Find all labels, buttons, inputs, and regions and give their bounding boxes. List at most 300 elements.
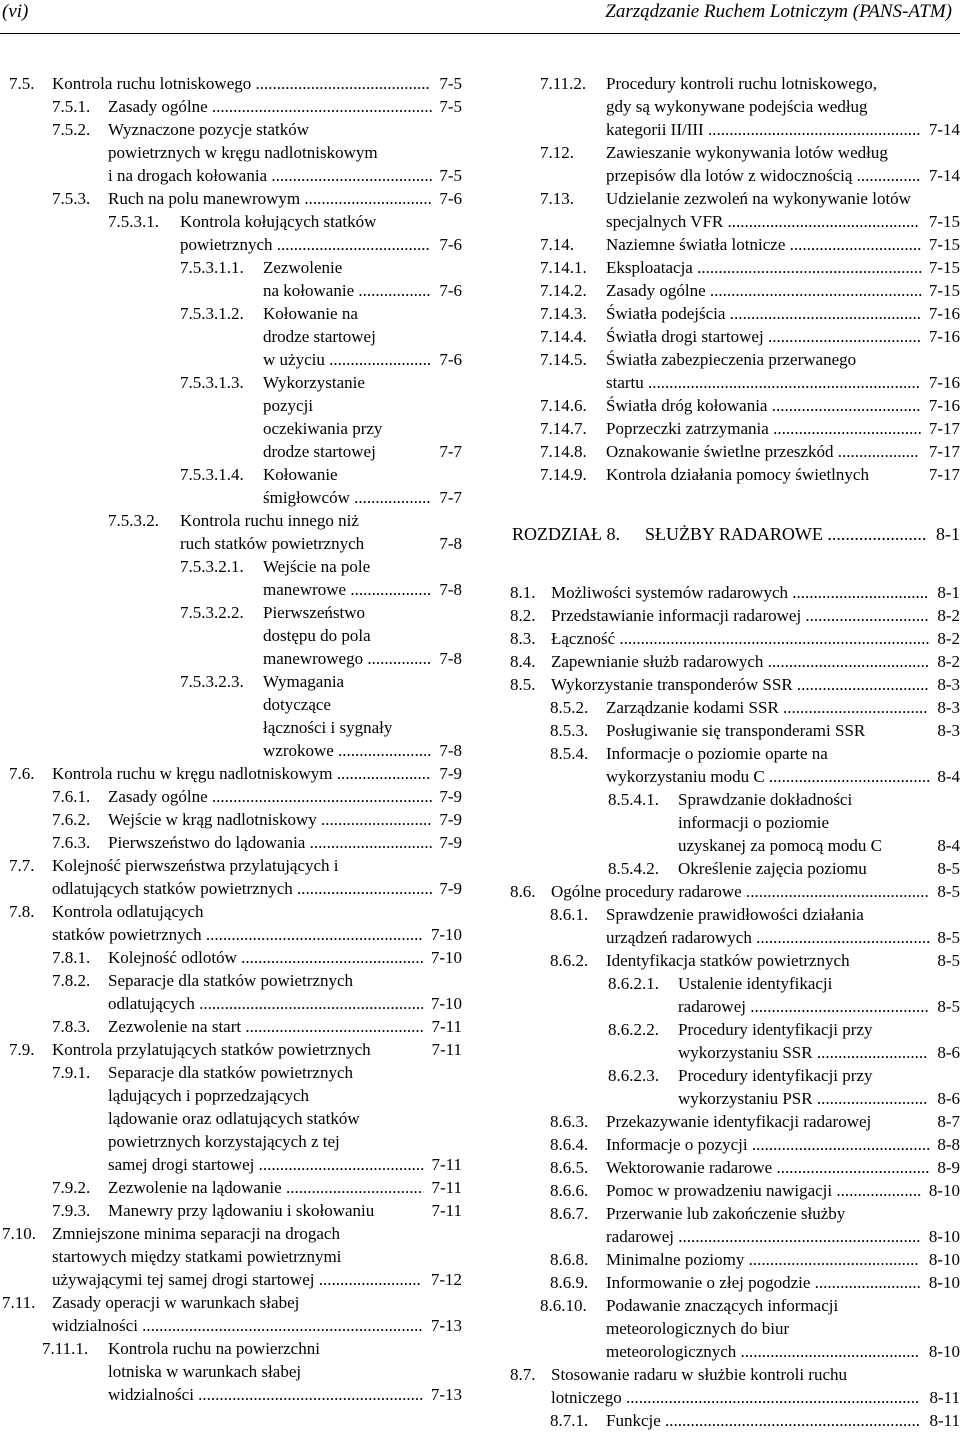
toc-entry-line xyxy=(507,141,960,164)
section-title: używającymi tej samej drogi startowej ........................ xyxy=(52,1270,421,1289)
section-title: manewrowe ................... xyxy=(263,580,432,599)
section-title: Możliwości systemów radarowych ................................ xyxy=(551,583,929,602)
page-reference: 8-10 xyxy=(925,1179,960,1202)
section-title: Udzielanie zezwoleń na wykonywanie lotów xyxy=(606,189,911,208)
toc-entry-line xyxy=(0,1360,462,1383)
page-reference: 7-9 xyxy=(435,785,462,808)
section-title: Kołowanie na xyxy=(263,304,358,323)
section-title: Oznakowanie świetlne przeszkód ................... xyxy=(606,442,919,461)
page-reference: 8-11 xyxy=(925,1386,960,1409)
section-title: Zezwolenie xyxy=(263,258,343,277)
section-number: 8.5.2. xyxy=(550,698,589,717)
section-number: 7.14.9. xyxy=(540,465,587,484)
toc-entry-line xyxy=(0,417,462,440)
section-number: 7.5.3.1.2. xyxy=(180,304,244,323)
page-reference: 7-17 xyxy=(925,417,960,440)
section-number: 7.14.6. xyxy=(540,396,587,415)
page-reference: 7-8 xyxy=(435,647,462,670)
toc-entry-line xyxy=(507,581,960,604)
section-number: 8.1. xyxy=(510,583,536,602)
section-number: 8.6.5. xyxy=(550,1158,589,1177)
section-title: Kolejność odlotów ........................................... xyxy=(108,948,424,967)
section-title: oczekiwania przy xyxy=(263,419,383,438)
section-title: Światła podejścia ............................................. xyxy=(606,304,921,323)
toc-entry-line xyxy=(507,302,960,325)
page-reference: 8-4 xyxy=(933,834,960,857)
page-reference: 7-6 xyxy=(435,279,462,302)
section-number: 8.6.2.3. xyxy=(608,1066,659,1085)
toc-entry-line xyxy=(0,900,462,923)
toc-entry-line xyxy=(0,1245,462,1268)
toc-entry-line xyxy=(507,394,960,417)
section-title: śmigłowców .................. xyxy=(263,488,431,507)
toc-entry-line xyxy=(507,118,960,141)
section-title: Zasady ogólne .................................................... xyxy=(108,787,433,806)
toc-entry-line xyxy=(507,995,960,1018)
section-number: 7.5.3. xyxy=(52,189,91,208)
toc-entry-line xyxy=(0,1199,462,1222)
section-title: widzialności ..................................................... xyxy=(108,1385,424,1404)
section-title: Minimalne poziomy ........................................ xyxy=(606,1250,919,1269)
page-reference: 7-12 xyxy=(427,1268,462,1291)
section-title: Ustalenie identyfikacji xyxy=(678,974,833,993)
section-title: Zasady ogólne .................................................. xyxy=(606,281,923,300)
section-title: Określenie zajęcia poziomu xyxy=(678,859,867,878)
section-title: przepisów dla lotów z widocznością ............... xyxy=(606,166,921,185)
page-reference: 8-11 xyxy=(925,1409,960,1432)
section-title: Stosowanie radaru w służbie kontroli ruchu xyxy=(551,1365,848,1384)
section-title: Separacje dla statków powietrznych xyxy=(108,1063,353,1082)
toc-entry-line xyxy=(0,486,462,509)
section-title: statków powietrznych ................................................... xyxy=(52,925,423,944)
section-title: odlatujących statków powietrznych ................................ xyxy=(52,879,434,898)
section-number: 7.10. xyxy=(2,1224,36,1243)
toc-entry-line xyxy=(507,742,960,765)
section-number: 8.6.6. xyxy=(550,1181,589,1200)
toc-entry-line xyxy=(0,532,462,555)
section-title: Informacje o poziomie oparte na xyxy=(606,744,828,763)
page-reference: 8-3 xyxy=(933,696,960,719)
toc-entry-line xyxy=(0,394,462,417)
toc-entry-line xyxy=(0,440,462,463)
section-title: Światła zabezpieczenia przerwanego xyxy=(606,350,857,369)
section-title: Kontrola ruchu lotniskowego ......................................... xyxy=(52,74,430,93)
section-number: 8.7.1. xyxy=(550,1411,589,1430)
section-number: 7.14. xyxy=(540,235,574,254)
toc-entry-line xyxy=(0,233,462,256)
section-title: startu ................................................................ xyxy=(606,373,921,392)
toc-entry-line xyxy=(507,1317,960,1340)
section-number: 7.5.2. xyxy=(52,120,91,139)
section-number: 8.5. xyxy=(510,675,536,694)
page-reference: 8-2 xyxy=(933,650,960,673)
page-reference: 7-10 xyxy=(427,992,462,1015)
toc-entry-line xyxy=(507,903,960,926)
section-title: gdy są wykonywane podejścia według xyxy=(606,97,868,116)
section-title: Funkcje ............................................................ xyxy=(606,1411,921,1430)
page-reference: 7-15 xyxy=(925,256,960,279)
section-number: 7.8. xyxy=(9,902,35,921)
page-reference: 8-10 xyxy=(925,1340,960,1363)
toc-entry-line xyxy=(507,857,960,880)
section-title: specjalnych VFR ............................................. xyxy=(606,212,919,231)
section-number: 8.6.7. xyxy=(550,1204,589,1223)
section-number: 7.6. xyxy=(9,764,35,783)
toc-entry-line xyxy=(0,164,462,187)
header-rule xyxy=(0,33,960,34)
toc-entry-line xyxy=(507,1087,960,1110)
page-reference: 7-14 xyxy=(925,164,960,187)
page-reference: 8-5 xyxy=(933,880,960,903)
toc-entry-line xyxy=(0,1153,462,1176)
section-number: 8.6.3. xyxy=(550,1112,589,1131)
section-title: Światła drogi startowej .................................... xyxy=(606,327,921,346)
toc-entry-line xyxy=(507,233,960,256)
toc-entry-line xyxy=(507,1271,960,1294)
page-reference: 7-5 xyxy=(435,72,462,95)
section-title: i na drogach kołowania ...................................... xyxy=(108,166,433,185)
page-reference: 8-6 xyxy=(933,1087,960,1110)
toc-entry-line xyxy=(0,831,462,854)
section-title: widzialności .................................................................. xyxy=(52,1316,423,1335)
toc-entry-line xyxy=(0,1291,462,1314)
page-reference: 8-1 xyxy=(932,523,960,546)
section-number: 8.6.9. xyxy=(550,1273,589,1292)
section-title: odlatujących ..................................................... xyxy=(108,994,425,1013)
section-title: Podawanie znaczących informacji xyxy=(606,1296,839,1315)
toc-entry-line xyxy=(0,785,462,808)
section-title: na kołowanie ................. xyxy=(263,281,431,300)
page-reference: 7-17 xyxy=(925,440,960,463)
section-title: Ruch na polu manewrowym .............................. xyxy=(108,189,432,208)
section-number: 8.6.10. xyxy=(540,1296,587,1315)
section-title: Kontrola odlatujących xyxy=(52,902,204,921)
section-number: 7.8.2. xyxy=(52,971,91,990)
section-number: 8.6.4. xyxy=(550,1135,589,1154)
section-number: 7.5.3.2.1. xyxy=(180,557,244,576)
section-title: Kontrola ruchu w kręgu nadlotniskowym ...................... xyxy=(52,764,431,783)
toc-entry-line xyxy=(0,509,462,532)
toc-entry-line xyxy=(0,1314,462,1337)
page-reference: 7-10 xyxy=(427,946,462,969)
toc-entry-line xyxy=(0,601,462,624)
section-title: Zawieszanie wykonywania lotów według xyxy=(606,143,888,162)
section-number: 7.8.1. xyxy=(52,948,91,967)
toc-entry-line xyxy=(507,1202,960,1225)
page-reference: 8-5 xyxy=(933,926,960,949)
toc-entry-line xyxy=(507,1386,960,1409)
toc-entry-line xyxy=(0,693,462,716)
section-title: Pomoc w prowadzeniu nawigacji .................... xyxy=(606,1181,922,1200)
section-title: Zasady ogólne .................................................... xyxy=(108,97,433,116)
section-number: 7.5.3.1. xyxy=(108,212,159,231)
page-reference: 7-15 xyxy=(925,279,960,302)
toc-entry-line xyxy=(507,650,960,673)
page-reference: 7-5 xyxy=(435,95,462,118)
section-title: Wykorzystanie transponderów SSR ............................... xyxy=(551,675,929,694)
section-number: 8.3. xyxy=(510,629,536,648)
toc-entry-line xyxy=(0,72,462,95)
section-number: 8.2. xyxy=(510,606,536,625)
section-title: Procedury identyfikacji przy xyxy=(678,1066,873,1085)
toc-entry-line xyxy=(0,95,462,118)
section-number: 7.14.1. xyxy=(540,258,587,277)
toc-entry-line xyxy=(0,854,462,877)
page-reference: 8-2 xyxy=(933,627,960,650)
toc-entry-line xyxy=(0,302,462,325)
section-number: 7.5.3.2.2. xyxy=(180,603,244,622)
toc-entry-line xyxy=(0,1130,462,1153)
page-reference: 7-16 xyxy=(925,302,960,325)
section-number: 7.5.3.2. xyxy=(108,511,159,530)
section-number: 7.6.3. xyxy=(52,833,91,852)
section-title: w użyciu ........................ xyxy=(263,350,432,369)
section-number: 7.5.3.1.4. xyxy=(180,465,244,484)
toc-entry-line xyxy=(0,1084,462,1107)
section-title: Informowanie o złej pogodzie ......................... xyxy=(606,1273,921,1292)
page-reference: 7-11 xyxy=(427,1153,462,1176)
toc-entry-line xyxy=(507,1179,960,1202)
section-title: Wykorzystanie xyxy=(263,373,365,392)
toc-entry-line xyxy=(0,877,462,900)
section-number: ROZDZIAŁ 8. xyxy=(512,524,620,544)
section-number: 7.5.3.2.3. xyxy=(180,672,244,691)
toc-entry-line xyxy=(507,834,960,857)
page-reference: 7-16 xyxy=(925,371,960,394)
section-title: wykorzystaniu modu C ...................................... xyxy=(606,767,931,786)
section-number: 7.14.2. xyxy=(540,281,587,300)
section-title: Sprawdzanie dokładności xyxy=(678,790,853,809)
page-reference: 8-10 xyxy=(925,1271,960,1294)
section-title: Sprawdzenie prawidłowości działania xyxy=(606,905,864,924)
toc-entry-line xyxy=(507,1110,960,1133)
section-title: Zezwolenie na start .......................................... xyxy=(108,1017,424,1036)
toc-entry-line xyxy=(0,992,462,1015)
section-title: Wyznaczone pozycje statków xyxy=(108,120,309,139)
toc-entry-line xyxy=(0,946,462,969)
section-title: urządzeń radarowych ......................................... xyxy=(606,928,931,947)
toc-entry-line xyxy=(507,696,960,719)
section-title: SŁUŻBY RADAROWE ...................... xyxy=(645,524,927,544)
page-reference: 7-11 xyxy=(427,1038,462,1061)
section-title: lotniczego ..................................................................... xyxy=(551,1388,920,1407)
toc-entry-line xyxy=(0,463,462,486)
section-number: 7.6.2. xyxy=(52,810,91,829)
section-title: Identyfikacja statków powietrznych xyxy=(606,951,850,970)
section-title: informacji o poziomie xyxy=(678,813,830,832)
section-title: Kontrola kołujących statków xyxy=(180,212,377,231)
section-title: Procedury kontroli ruchu lotniskowego, xyxy=(606,74,878,93)
section-title: dotyczące xyxy=(263,695,331,714)
section-title: startowych między statkami powietrznymi xyxy=(52,1247,342,1266)
page-reference: 7-16 xyxy=(925,394,960,417)
page-reference: 7-16 xyxy=(925,325,960,348)
page-reference: 7-9 xyxy=(435,877,462,900)
section-title: drodze startowej xyxy=(263,442,376,461)
page-reference: 7-9 xyxy=(435,831,462,854)
section-title: wykorzystaniu PSR .......................... xyxy=(678,1089,928,1108)
page-reference: 8-3 xyxy=(933,673,960,696)
section-number: 7.7. xyxy=(9,856,35,875)
toc-entry-line xyxy=(0,325,462,348)
page-reference: 8-5 xyxy=(933,949,960,972)
section-title: Wejście na pole xyxy=(263,557,371,576)
toc-entry-line xyxy=(0,1107,462,1130)
toc-entry-line xyxy=(0,256,462,279)
toc-entry-line xyxy=(507,325,960,348)
section-title: Przekazywanie identyfikacji radarowej xyxy=(606,1112,872,1131)
section-number: 7.6.1. xyxy=(52,787,91,806)
section-title: Eksploatacja ..................................................... xyxy=(606,258,923,277)
section-title: pozycji xyxy=(263,396,314,415)
section-title: Światła dróg kołowania ................................... xyxy=(606,396,921,415)
page-reference: 7-17 xyxy=(925,463,960,486)
page-reference: 7-15 xyxy=(925,233,960,256)
page-reference: 7-6 xyxy=(435,233,462,256)
section-number: 8.7. xyxy=(510,1365,536,1384)
page-reference: 7-6 xyxy=(435,187,462,210)
section-title: uzyskanej za pomocą modu C xyxy=(678,836,882,855)
section-title: lotniska w warunkach słabej xyxy=(108,1362,302,1381)
section-title: Ogólne procedury radarowe ........................................... xyxy=(551,882,929,901)
section-title: łączności i sygnały xyxy=(263,718,393,737)
toc-entry-line xyxy=(507,417,960,440)
toc-entry-line xyxy=(507,1294,960,1317)
section-title: Zmniejszone minima separacji na drogach xyxy=(52,1224,340,1243)
chapter-heading xyxy=(507,523,960,546)
page-reference: 7-11 xyxy=(427,1199,462,1222)
page-reference: 7-7 xyxy=(435,486,462,509)
section-title: radarowej .......................................... xyxy=(678,997,929,1016)
section-title: Przedstawianie informacji radarowej ............................. xyxy=(551,606,929,625)
toc-entry-line xyxy=(0,647,462,670)
section-title: Kontrola działania pomocy świetlnych xyxy=(606,465,869,484)
page-reference: 8-10 xyxy=(925,1225,960,1248)
section-number: 7.9.3. xyxy=(52,1201,91,1220)
section-title: wykorzystaniu SSR .......................... xyxy=(678,1043,928,1062)
toc-entry-line xyxy=(0,1038,462,1061)
page-reference: 7-10 xyxy=(427,923,462,946)
toc-entry-line xyxy=(0,1061,462,1084)
section-title: kategorii II/III .................................................. xyxy=(606,120,921,139)
toc-entry-line xyxy=(507,926,960,949)
toc-entry-line xyxy=(0,578,462,601)
toc-entry-line xyxy=(507,811,960,834)
section-title: Pierwszeństwo do lądowania ............................. xyxy=(108,833,433,852)
toc-entry-line xyxy=(507,72,960,95)
toc-entry-line xyxy=(507,627,960,650)
section-title: Kolejność pierwszeństwa przylatujących i xyxy=(52,856,339,875)
toc-entry-line xyxy=(0,1176,462,1199)
toc-entry-line xyxy=(507,1133,960,1156)
section-number: 7.5.3.1.3. xyxy=(180,373,244,392)
section-number: 8.5.3. xyxy=(550,721,589,740)
toc-entry-line xyxy=(0,141,462,164)
section-number: 8.5.4. xyxy=(550,744,589,763)
toc-entry-line xyxy=(507,604,960,627)
section-title: Zarządzanie kodami SSR .................................. xyxy=(606,698,928,717)
toc-entry-line xyxy=(507,1156,960,1179)
section-number: 7.14.8. xyxy=(540,442,587,461)
section-title: meteorologicznych do biur xyxy=(606,1319,790,1338)
section-title: Przerwanie lub zakończenie służby xyxy=(606,1204,846,1223)
section-number: 7.14.5. xyxy=(540,350,587,369)
page-reference: 8-9 xyxy=(933,1156,960,1179)
section-title: dostępu do pola xyxy=(263,626,371,645)
toc-entry-line xyxy=(507,256,960,279)
section-title: Informacje o pozycji .......................................... xyxy=(606,1135,931,1154)
section-number: 7.14.7. xyxy=(540,419,587,438)
section-title: radarowej ......................................................... xyxy=(606,1227,921,1246)
section-number: 7.5.3.1.1. xyxy=(180,258,244,277)
toc-entry-line xyxy=(507,348,960,371)
toc-entry-line xyxy=(507,719,960,742)
section-title: Separacje dla statków powietrznych xyxy=(108,971,353,990)
toc-entry-line xyxy=(0,1268,462,1291)
section-number: 7.11.2. xyxy=(540,74,587,93)
toc-entry-line xyxy=(507,1018,960,1041)
section-number: 7.11. xyxy=(2,1293,36,1312)
section-number: 7.9.2. xyxy=(52,1178,91,1197)
section-number: 8.6. xyxy=(510,882,536,901)
section-number: 7.12. xyxy=(540,143,574,162)
page-reference: 8-2 xyxy=(933,604,960,627)
page-reference: 8-5 xyxy=(933,857,960,880)
toc-entry-line xyxy=(0,187,462,210)
page-reference: 8-5 xyxy=(933,995,960,1018)
toc-entry-line xyxy=(0,210,462,233)
page-reference: 8-4 xyxy=(933,765,960,788)
section-title: Zezwolenie na lądowanie ................................ xyxy=(108,1178,422,1197)
toc-entry-line xyxy=(507,1340,960,1363)
page-reference: 8-6 xyxy=(933,1041,960,1064)
toc-entry-line xyxy=(507,880,960,903)
toc-entry-line xyxy=(507,972,960,995)
section-number: 7.14.4. xyxy=(540,327,587,346)
section-number: 8.6.2. xyxy=(550,951,589,970)
section-title: drodze startowej xyxy=(263,327,376,346)
section-title: Procedury identyfikacji przy xyxy=(678,1020,873,1039)
section-title: Naziemne światła lotnicze ............................... xyxy=(606,235,922,254)
toc-entry-line xyxy=(507,1225,960,1248)
page-reference: 8-3 xyxy=(933,719,960,742)
toc-entry-line xyxy=(507,1064,960,1087)
section-title: Kontrola ruchu na powierzchni xyxy=(108,1339,320,1358)
section-title: Poprzeczki zatrzymania ................................... xyxy=(606,419,922,438)
toc-entry-line xyxy=(0,1222,462,1245)
page-reference: 7-6 xyxy=(435,348,462,371)
section-number: 7.13. xyxy=(540,189,574,208)
toc-entry-line xyxy=(0,555,462,578)
section-number: 8.6.2.1. xyxy=(608,974,659,993)
toc-entry-line xyxy=(507,1409,960,1432)
toc-entry-line xyxy=(0,348,462,371)
toc-entry-line xyxy=(0,923,462,946)
page-reference: 7-5 xyxy=(435,164,462,187)
section-number: 7.9. xyxy=(9,1040,35,1059)
page-reference: 7-13 xyxy=(427,1383,462,1406)
section-number: 7.8.3. xyxy=(52,1017,91,1036)
section-number: 7.5.1. xyxy=(52,97,91,116)
toc-entry-line xyxy=(0,670,462,693)
section-title: Łączność ......................................................................... xyxy=(551,629,930,648)
page-header xyxy=(0,0,960,40)
section-number: 7.5. xyxy=(9,74,35,93)
page-reference: 8-1 xyxy=(933,581,960,604)
toc-entry-line xyxy=(507,1248,960,1271)
section-title: meteorologicznych .......................................... xyxy=(606,1342,920,1361)
section-title: powietrznych w kręgu nadlotniskowym xyxy=(108,143,378,162)
